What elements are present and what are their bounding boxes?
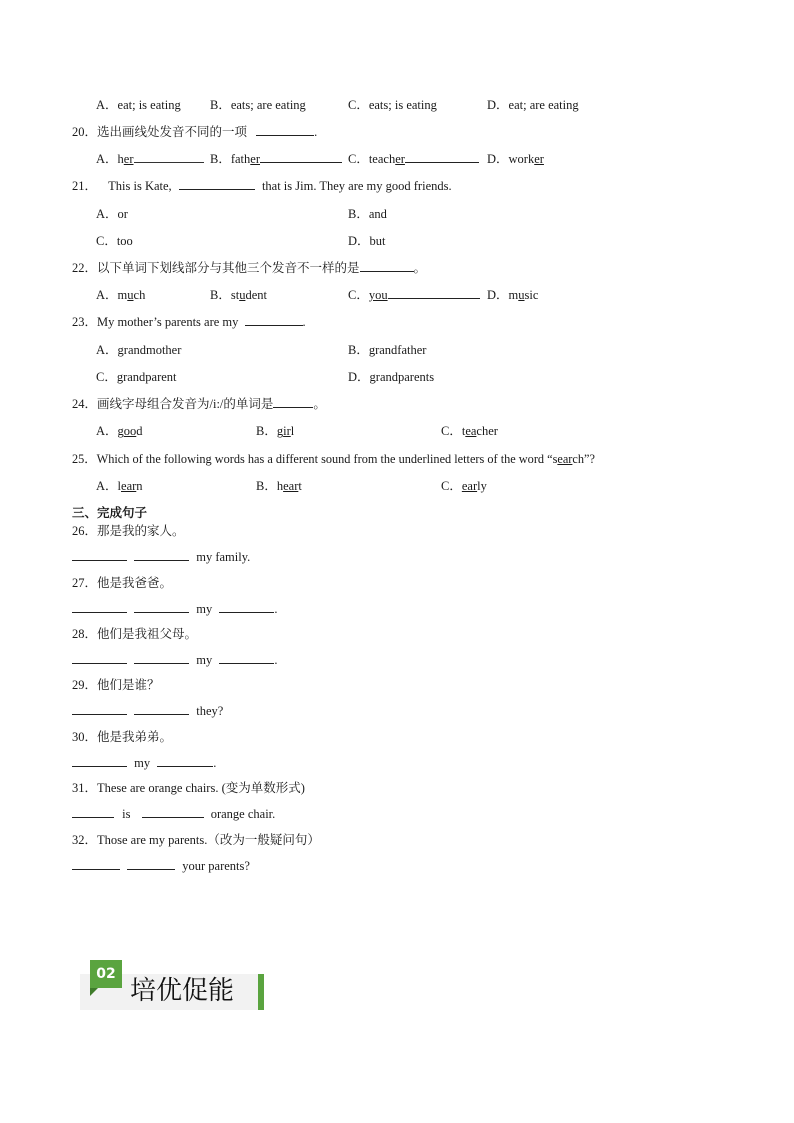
q24-option-b [256, 423, 294, 439]
answer-blank[interactable] [127, 858, 175, 870]
answer-blank[interactable] [142, 806, 204, 818]
q22-option-b [210, 287, 267, 303]
q22-c-prefix: C． [348, 288, 369, 302]
q28-end-text: . [274, 653, 278, 667]
q25-stem [72, 451, 595, 467]
q24-b-prefix: B．g [256, 424, 284, 438]
q23-stem-end: . [302, 315, 306, 329]
q24-c-prefix: C．t [441, 424, 466, 438]
q25-b-underlined: ear [283, 479, 299, 493]
q20-b-underlined: er [250, 152, 260, 166]
option-blank [260, 151, 342, 163]
section-heading: 三、完成句子 [72, 505, 148, 520]
q25-a-prefix: A．l [96, 479, 122, 493]
q24-stem-text: 24．画线字母组合发音为/i:/的单词是 [72, 397, 274, 411]
q25-option-c [441, 478, 487, 494]
q32-answer-line [72, 858, 250, 874]
badge-number: 02 [90, 960, 122, 988]
q32-stem: 32．Those are my parents.（改为一般疑问句） [72, 833, 320, 847]
q23-option-c: C．grandparent [96, 370, 177, 384]
q21-text-before: This is Kate, [108, 179, 172, 193]
q23-stem-text: 23．My mother’s parents are my [72, 315, 239, 329]
q20-a-prefix: A．h [96, 152, 124, 166]
q24-a-prefix: A．g [96, 424, 124, 438]
q28-mid-text: my [196, 653, 213, 667]
q31-stem: 31．These are orange chairs. (变为单数形式) [72, 781, 305, 795]
q21-text-after: that is Jim. They are my good friends. [261, 179, 452, 193]
q29-answer-line [72, 703, 223, 719]
q32-end-text: your parents? [182, 859, 250, 873]
q27-mid-text: my [196, 602, 213, 616]
q20-option-c [348, 151, 479, 167]
q24-c-suffix: cher [476, 424, 498, 438]
answer-blank[interactable] [157, 755, 213, 767]
q25-c-underlined: ear [461, 479, 478, 493]
q22-c-underlined: you [368, 288, 388, 302]
q20-option-b [210, 151, 342, 167]
answer-blank[interactable] [72, 755, 127, 767]
answer-blank[interactable] [256, 124, 314, 136]
q28-stem: 28．他们是我祖父母。 [72, 627, 198, 641]
answer-blank[interactable] [134, 703, 189, 715]
q20-b-prefix: B．fath [210, 152, 251, 166]
q20-d-prefix: D．work [487, 152, 535, 166]
q29-answer-text: they? [196, 704, 224, 718]
q20-stem-text: 20．选出画线处发音不同的一项 [72, 125, 248, 139]
q22-option-d [487, 287, 538, 303]
q24-a-underlined: oo [123, 424, 137, 438]
q23-option-a: A．grandmother [96, 343, 182, 357]
badge-accent-bar [258, 974, 264, 1010]
q25-c-prefix: C． [441, 479, 462, 493]
q20-c-underlined: er [395, 152, 405, 166]
answer-blank[interactable] [72, 806, 114, 818]
option-blank [405, 151, 479, 163]
answer-blank[interactable] [72, 549, 127, 561]
option-blank [134, 151, 204, 163]
q22-d-underlined: u [518, 288, 525, 302]
q29-stem: 29．他们是谁？ [72, 678, 160, 692]
q22-stem [72, 260, 426, 276]
q23-option-b: B．grandfather [348, 343, 427, 357]
q25-stem-text: 25．Which of the following words has a different sound from the underlined letters of the word “s [72, 452, 558, 466]
q27-stem: 27．他是我爸爸。 [72, 576, 173, 590]
q31-mid-text: is [122, 807, 131, 821]
q24-a-suffix: d [136, 424, 143, 438]
q22-b-prefix: B．st [210, 288, 240, 302]
q22-b-underlined: u [239, 288, 246, 302]
q24-b-underlined: ir [283, 424, 291, 438]
q25-option-b [256, 478, 302, 494]
q23-option-d: D．grandparents [348, 370, 435, 384]
q22-stem-text: 22．以下单词下划线部分与其他三个发音不一样的是 [72, 261, 360, 275]
section-badge [80, 960, 266, 1012]
q25-stem-underlined: ear [557, 452, 573, 466]
q22-option-a [96, 287, 145, 303]
q30-mid-text: my [134, 756, 151, 770]
q27-end-text: . [274, 602, 278, 616]
q27-answer-line [72, 601, 277, 617]
answer-blank[interactable] [72, 652, 127, 664]
badge-title: 培优促能 [130, 976, 235, 1006]
q20-option-a [96, 151, 204, 167]
q19-option-d: D．eat; are eating [487, 98, 579, 112]
q31-end-text: orange chair. [210, 807, 276, 821]
q25-stem-end: ch”? [572, 452, 595, 466]
q22-b-suffix: dent [245, 288, 267, 302]
q25-b-suffix: t [298, 479, 302, 493]
q21-option-b: B．and [348, 207, 387, 221]
answer-blank[interactable] [219, 652, 274, 664]
q19-option-a: A．eat; is eating [96, 98, 181, 112]
q24-c-underlined: ea [465, 424, 477, 438]
q21-option-d: D．but [348, 234, 386, 248]
q20-stem: 20．选出画线处发音不同的一项 . [72, 125, 318, 139]
q22-d-suffix: sic [524, 288, 539, 302]
q24-option-a [96, 423, 143, 439]
q21-option-c: C．too [96, 234, 133, 248]
answer-blank[interactable] [72, 858, 120, 870]
answer-blank[interactable] [72, 601, 127, 613]
q30-end-text: . [213, 756, 217, 770]
q19-option-b: B．eats; are eating [210, 98, 306, 112]
q26-stem: 26．那是我的家人。 [72, 524, 185, 538]
q20-a-underlined: er [123, 152, 134, 166]
option-blank [388, 287, 480, 299]
q21-option-a: A．or [96, 207, 128, 221]
q22-option-c [348, 287, 480, 303]
q19-option-c: C．eats; is eating [348, 98, 437, 112]
answer-blank[interactable] [134, 652, 189, 664]
q23-stem [72, 314, 306, 330]
q25-option-a [96, 478, 143, 494]
q22-d-prefix: D．m [487, 288, 519, 302]
q21-number: 21． [72, 179, 98, 193]
badge-tail-shape [90, 988, 98, 996]
q24-option-c [441, 423, 498, 439]
q25-c-suffix: ly [477, 479, 487, 493]
q30-stem: 30．他是我弟弟。 [72, 730, 173, 744]
q24-stem [72, 396, 326, 412]
q21-stem [72, 178, 452, 194]
answer-blank[interactable] [179, 178, 255, 190]
answer-blank[interactable] [134, 601, 189, 613]
q31-answer-line [72, 806, 275, 822]
answer-blank[interactable] [72, 703, 127, 715]
q22-stem-end: 。 [413, 261, 427, 275]
q20-option-d [487, 151, 544, 167]
q26-answer-line [72, 549, 250, 565]
q26-answer-text: my family. [196, 550, 251, 564]
answer-blank[interactable] [360, 260, 414, 272]
q25-a-suffix: n [136, 479, 143, 493]
answer-blank[interactable] [273, 396, 313, 408]
q24-stem-end: 。 [313, 397, 326, 411]
q22-a-prefix: A．m [96, 288, 128, 302]
q22-a-suffix: ch [133, 288, 146, 302]
q24-b-suffix: l [290, 424, 295, 438]
q20-c-prefix: C．teach [348, 152, 396, 166]
q20-d-underlined: er [534, 152, 544, 166]
answer-blank[interactable] [134, 549, 189, 561]
answer-blank[interactable] [245, 314, 303, 326]
q22-a-underlined: u [127, 288, 134, 302]
answer-blank[interactable] [219, 601, 274, 613]
q30-answer-line [72, 755, 216, 771]
q25-a-underlined: ear [121, 479, 137, 493]
q25-b-prefix: B．h [256, 479, 284, 493]
q28-answer-line [72, 652, 277, 668]
